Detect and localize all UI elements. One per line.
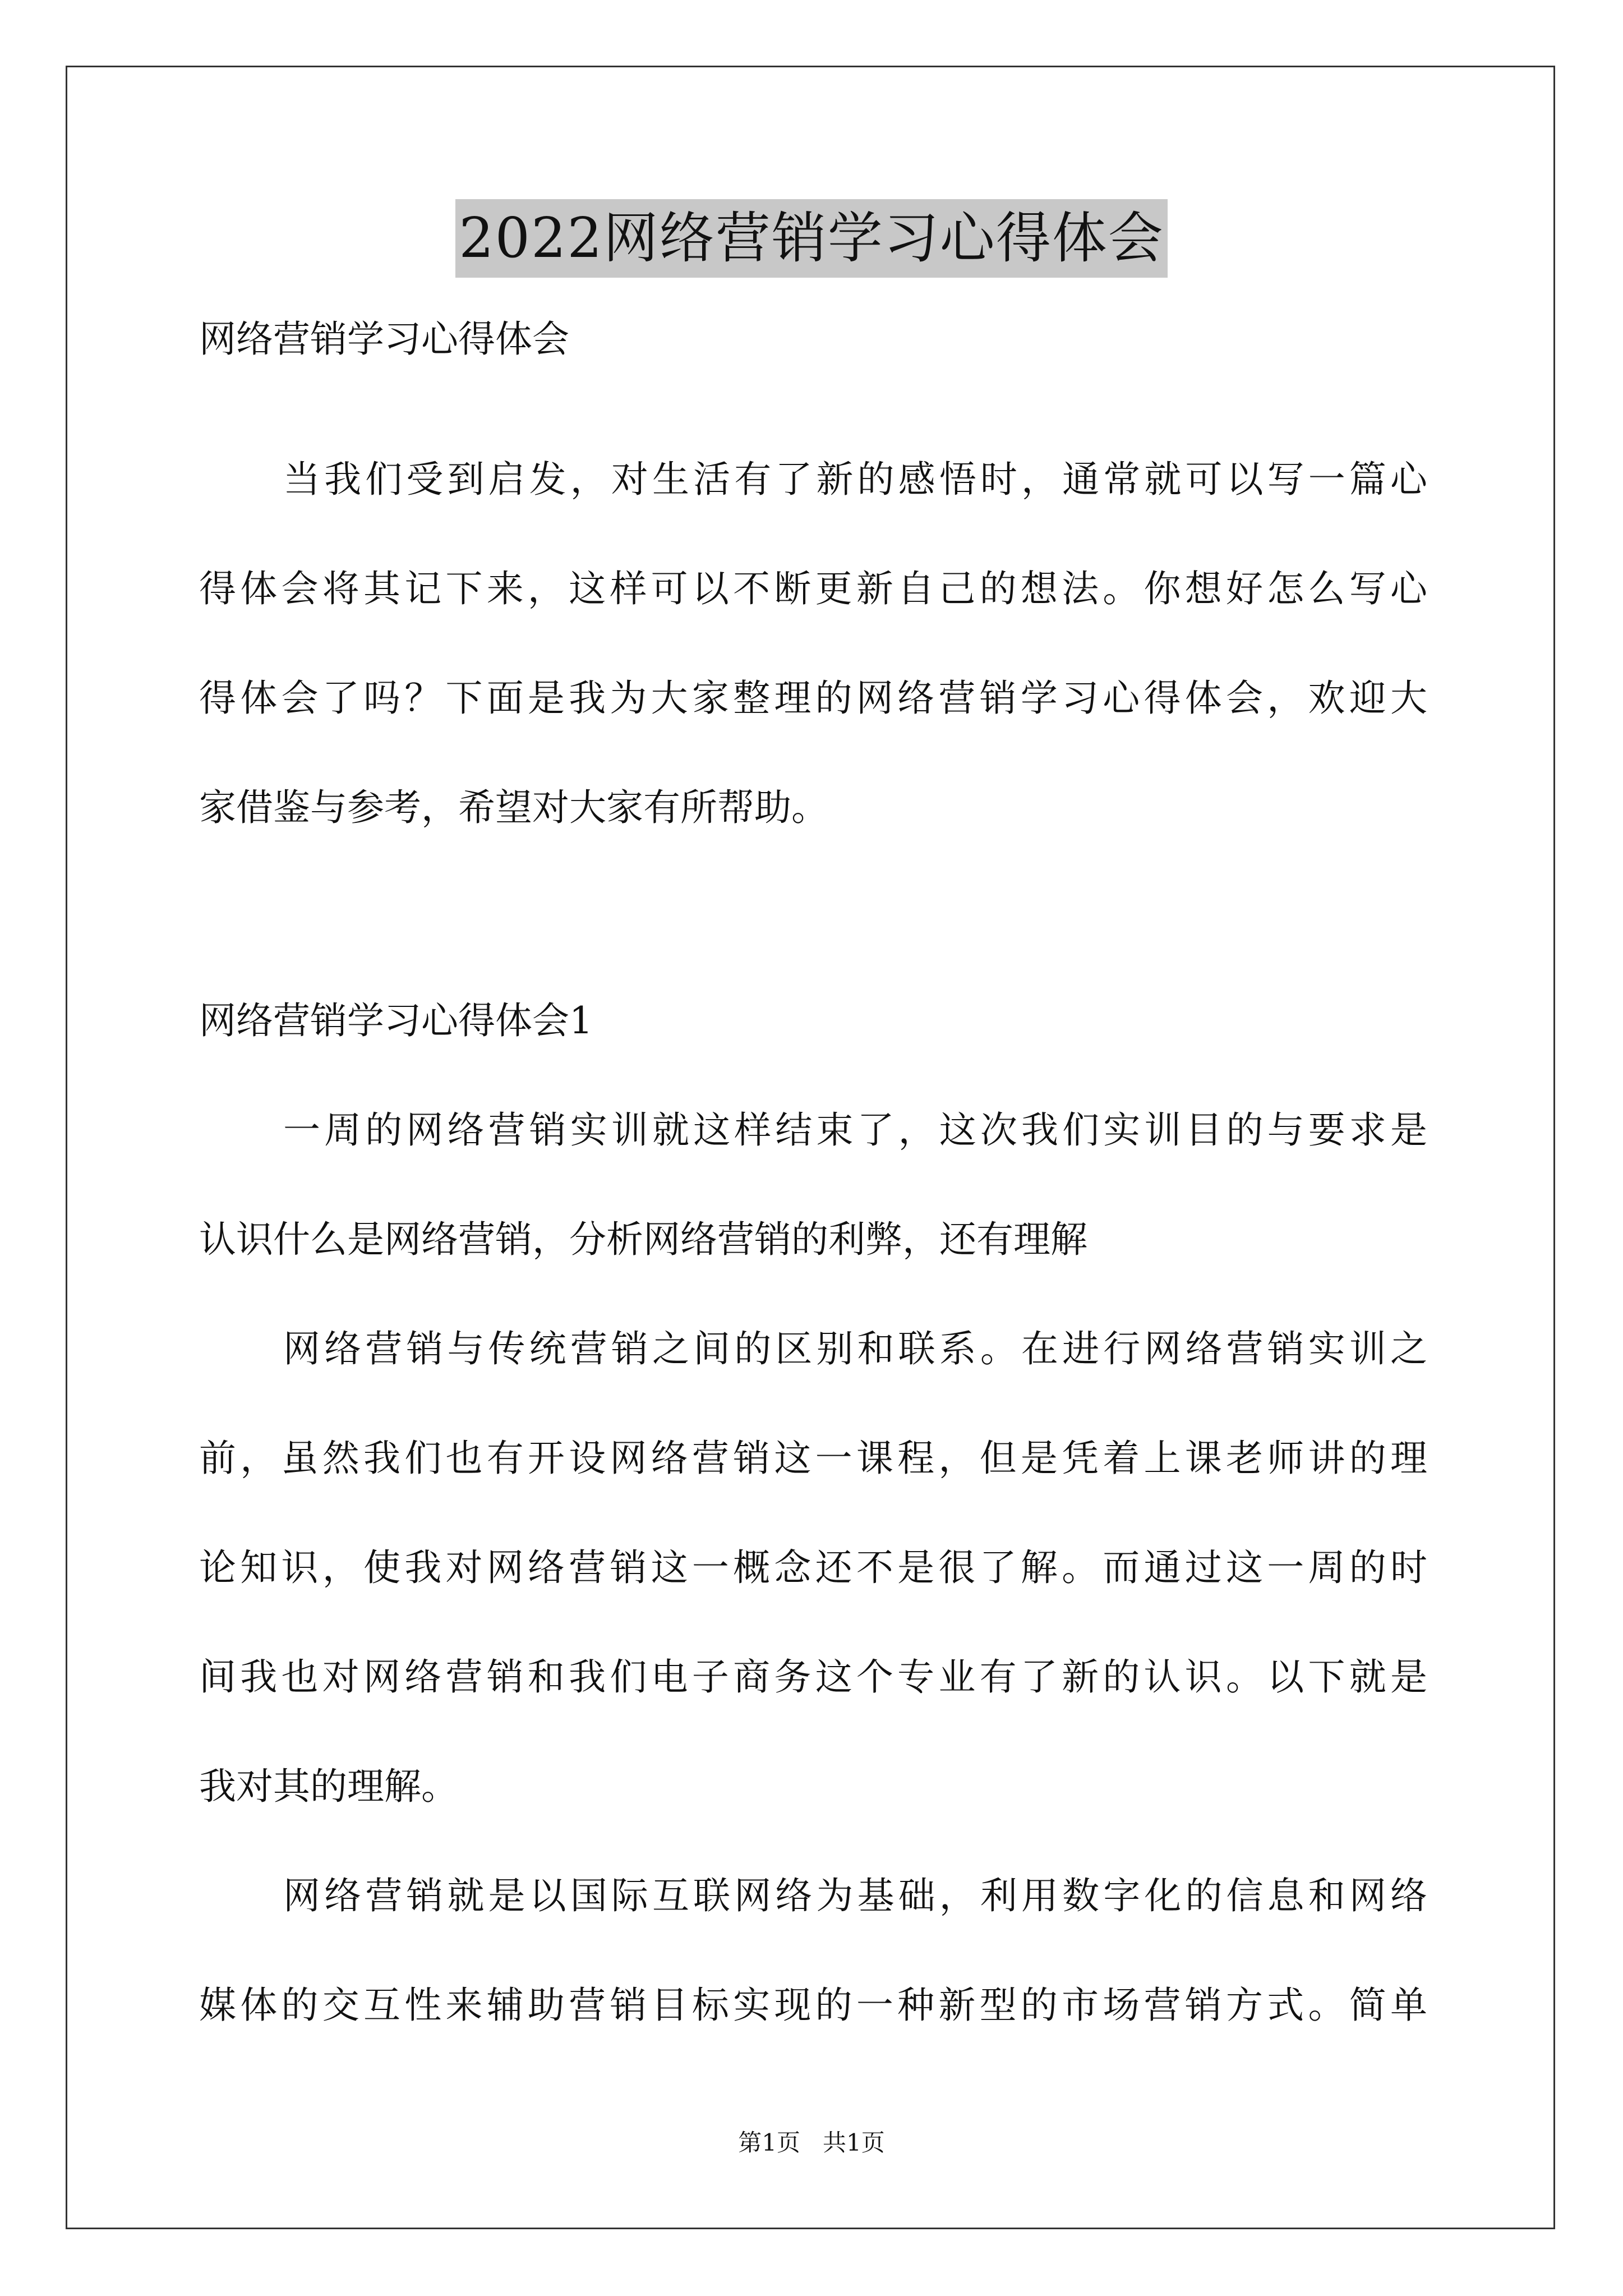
- document-subtitle: 网络营销学习心得体会: [199, 318, 569, 361]
- body-line: 前，虽然我们也有开设网络营销这一课程，但是凭着上课老师讲的理: [199, 1437, 1427, 1480]
- body-line: 我对其的理解。: [199, 1765, 458, 1808]
- body-line: 认识什么是网络营销，分析网络营销的利弊，还有理解: [199, 1218, 1087, 1261]
- section-title: 网络营销学习心得体会1: [199, 999, 593, 1042]
- body-line: 一周的网络营销实训就这样结束了，这次我们实训目的与要求是: [283, 1108, 1427, 1152]
- title-container: [0, 199, 1623, 278]
- intro-line: 得体会了吗？下面是我为大家整理的网络营销学习心得体会，欢迎大: [199, 677, 1427, 720]
- body-line: 媒体的交互性来辅助营销目标实现的一种新型的市场营销方式。简单: [199, 1984, 1427, 2027]
- body-line: 网络营销就是以国际互联网络为基础，利用数字化的信息和网络: [283, 1874, 1427, 1917]
- page-footer: 第1页 共1页: [738, 2129, 885, 2156]
- intro-line: 当我们受到启发，对生活有了新的感悟时，通常就可以写一篇心: [283, 458, 1427, 501]
- document-title: 2022网络营销学习心得体会: [455, 199, 1167, 278]
- body-line: 间我也对网络营销和我们电子商务这个专业有了新的认识。以下就是: [199, 1655, 1427, 1699]
- intro-line: 得体会将其记下来，这样可以不断更新自己的想法。你想好怎么写心: [199, 567, 1427, 610]
- body-line: 论知识，使我对网络营销这一概念还不是很了解。而通过这一周的时: [199, 1546, 1427, 1589]
- intro-line: 家借鉴与参考，希望对大家有所帮助。: [199, 786, 828, 829]
- body-line: 网络营销与传统营销之间的区别和联系。在进行网络营销实训之: [283, 1327, 1427, 1370]
